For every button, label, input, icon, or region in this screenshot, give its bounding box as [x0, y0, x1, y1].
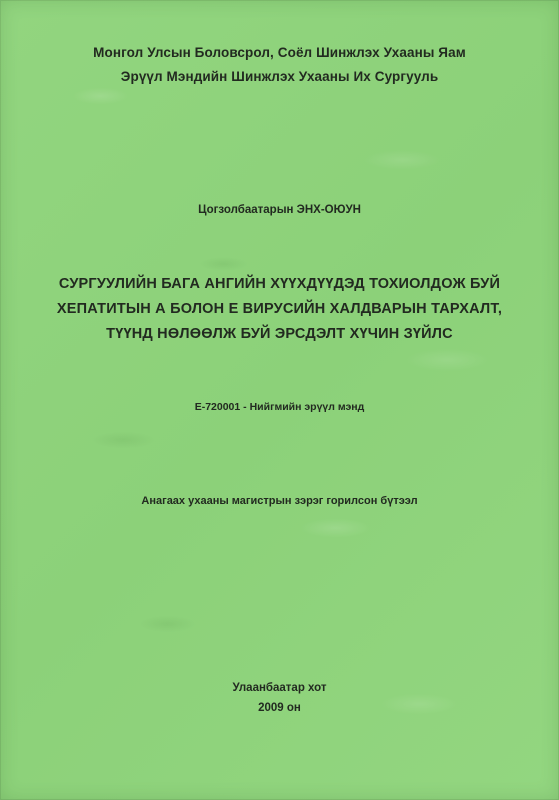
thesis-title-line-3: ТҮҮНД НӨЛӨӨЛЖ БУЙ ЭРСДЭЛТ ХҮЧИН ЗҮЙЛС — [106, 326, 453, 342]
city-name: Улаанбаатар хот — [232, 682, 327, 694]
degree-statement: Анагаах ухааны магистрын зэрэг горилсон бүтээл — [141, 495, 418, 507]
author-name: Цогзолбаатарын ЭНХ-ОЮУН — [198, 204, 361, 216]
thesis-title-line-2: ХЕПАТИТЫН А БОЛОН Е ВИРУСИЙН ХАЛДВАРЫН ТАРХАЛТ, — [56, 301, 503, 317]
thesis-title-line-1: СУРГУУЛИЙН БАГА АНГИЙН ХҮҮХДҮҮДЭД ТОХИОЛДОЖ БУЙ — [58, 276, 501, 292]
university-name: Эрүүл Мэндийн Шинжлэх Ухааны Их Сургууль — [120, 69, 439, 84]
year: 2009 он — [258, 702, 301, 714]
ministry-name: Монгол Улсын Боловсрол, Соёл Шинжлэх Ухааны Яам — [93, 45, 466, 60]
specialty-code: Е-720001 - Нийгмийн эрүүл мэнд — [194, 401, 365, 413]
